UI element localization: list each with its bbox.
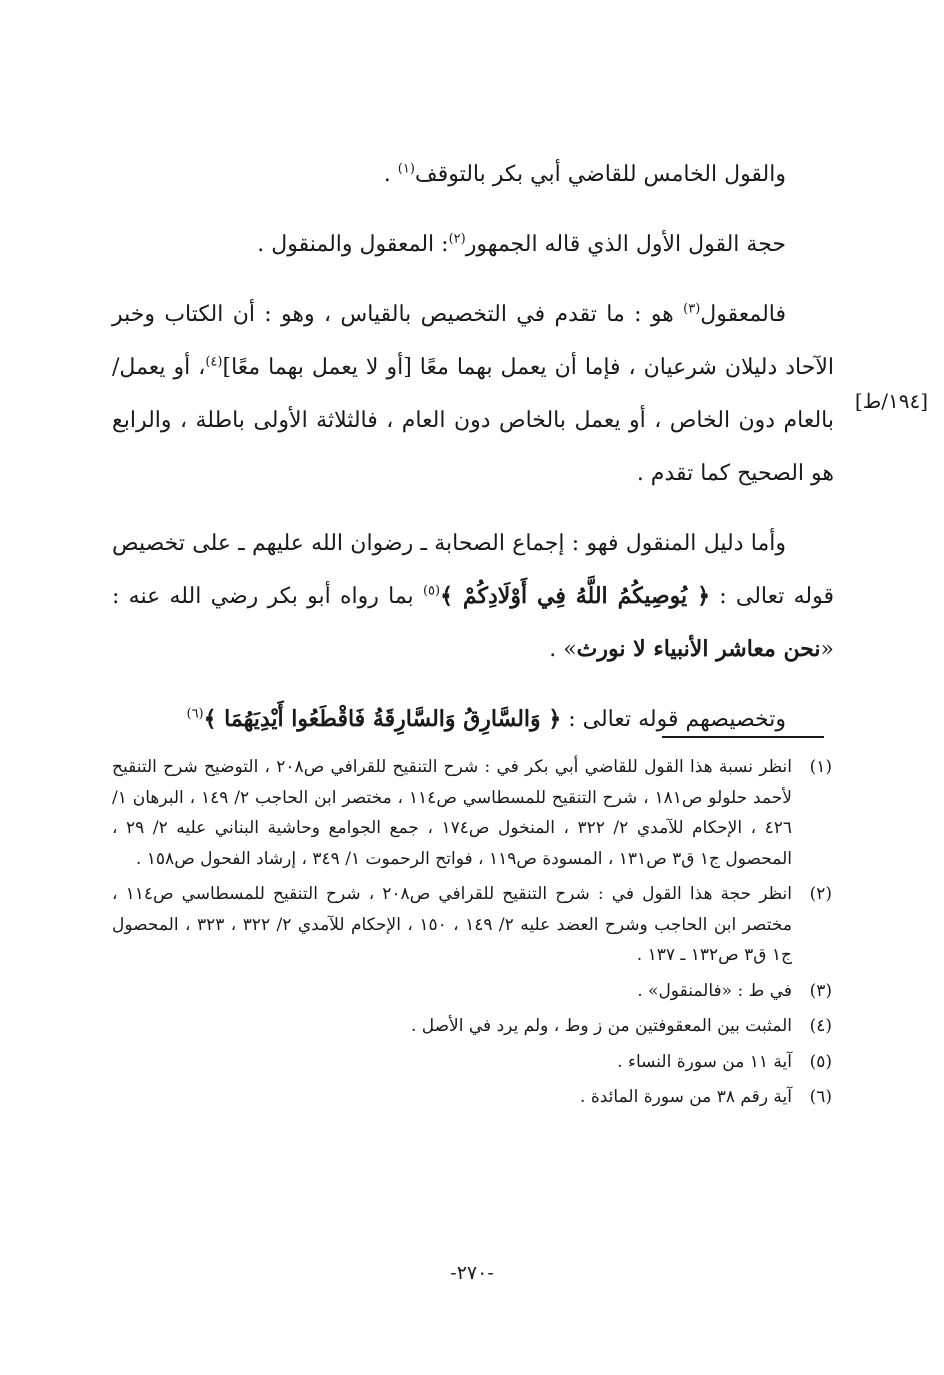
footnote-number: (٦) (809, 1087, 832, 1107)
footnote-divider (662, 736, 824, 738)
quran-verse: ﴿ وَالسَّارِقُ وَالسَّارِقَةُ فَاقْطَعُوا أَيْدِيَهُمَا ﴾ (203, 706, 562, 732)
footnote-text: آية ١١ من سورة النساء . (617, 1051, 792, 1072)
footnote-number: (٤) (809, 1016, 832, 1036)
footnote (112, 879, 832, 971)
text: » . (549, 637, 577, 662)
paragraph-fifth-opinion (112, 148, 834, 201)
text: فالمعقول (700, 302, 786, 327)
footnote-ref-6[interactable]: (٦) (186, 706, 204, 722)
footnote (112, 1047, 832, 1078)
footnote-ref-5[interactable]: (٥) (422, 583, 441, 599)
text: هو : ما تقدم في التخصيص بالقياس ، وهو : أن الكتاب وخبر الآحاد دليلان شرعيان ، فإما أن يعمل بهما معًا [أو لا يعمل بهما معًا] (112, 302, 834, 380)
footnotes (112, 752, 832, 1118)
text: بما رواه أبو بكر رضي الله عنه : « (112, 584, 834, 662)
footnote-ref-2[interactable]: (٢) (448, 231, 466, 247)
footnote-ref-1[interactable]: (١) (397, 161, 415, 177)
footnote-text: في ط : «فالمنقول» . (637, 980, 792, 1001)
text: وتخصيصهم قوله تعالى : (561, 707, 786, 732)
footnote-ref-3[interactable]: (٣) (683, 301, 701, 317)
footnote-number: (٣) (809, 980, 832, 1001)
footnote-text: انظر حجة هذا القول في : شرح التنقيح للقرافي ص٢٠٨ ، شرح التنقيح للمسطاسي ص١١٤ ، مختصر ابن الحاجب وشرح العضد عليه ٢/ ١٤٩ ، ١٥٠ ، الإحكام للآمدي ٢/ ٣٢٢ ، ٣٢٣ ، المحصول ج١ ق٣ ص١٣٢ ـ ١٣٧ . (112, 884, 792, 965)
footnote-text: آية رقم ٣٨ من سورة المائدة . (580, 1087, 792, 1107)
quran-verse: ﴿ يُوصِيكُمُ اللَّهُ فِي أَوْلَادِكُمْ ﴾ (440, 583, 710, 609)
footnote (112, 1082, 832, 1113)
paragraph-first-opinion-proof (112, 218, 834, 271)
text: . (383, 162, 398, 187)
paragraph-transmitted-proof (112, 517, 834, 676)
footnote (112, 752, 832, 874)
paragraph-rational-proof (112, 288, 834, 500)
footnote-ref-4[interactable]: (٤) (205, 354, 223, 370)
footnote-number: (٥) (809, 1051, 832, 1072)
footnote-text: المثبت بين المعقوفتين من ز وط ، ولم يرد في الأصل . (410, 1016, 792, 1036)
footnote (112, 976, 832, 1007)
footnote-number: (١) (809, 757, 832, 777)
page-number: -٢٧٠- (450, 1262, 494, 1284)
text: ، أو يعمل/ بالعام دون الخاص ، أو يعمل بالخاص دون العام ، فالثلاثة الأولى باطلة ، والرابع هو الصحيح كما تقدم . (112, 355, 834, 486)
text: : المعقول والمنقول . (257, 232, 449, 257)
text: وأما دليل المنقول فهو : إجماع الصحابة ـ رضوان الله عليهم ـ على تخصيص قوله تعالى : (112, 531, 834, 609)
margin-note: [١٩٤/ط] (854, 389, 928, 413)
text: والقول الخامس للقاضي أبي بكر بالتوقف (414, 162, 786, 187)
footnote-text: انظر نسبة هذا القول للقاضي أبي بكر في : شرح التنقيح للقرافي ص٢٠٨ ، التوضيح شرح التنقيح لأحمد حلولو ص١٨١ ، شرح التنقيح للمسطاسي ص١١٤ ، مختصر ابن الحاجب ٢/ ١٤٩ ، البرهان ١/ ٤٢٦ ، الإحكام للآمدي ٢/ ٣٢٢ ، المنخول ص١٧٤ ، جمع الجوامع وحاشية البناني عليه ٢/ ٢٩ ، المحصول ج١ ق٣ ص١٣١ ، المسودة ص١١٩ ، فواتح الرحموت ١/ ٣٤٩ ، إرشاد الفحول ص١٥٨ . (112, 757, 793, 869)
paragraph-specification (112, 693, 834, 746)
text: حجة القول الأول الذي قاله الجمهور (465, 232, 786, 257)
main-text (112, 148, 834, 756)
footnote-number: (٢) (809, 884, 832, 904)
footnote (112, 1011, 832, 1042)
hadith-quote: نحن معاشر الأنبياء لا نورث (576, 636, 821, 662)
